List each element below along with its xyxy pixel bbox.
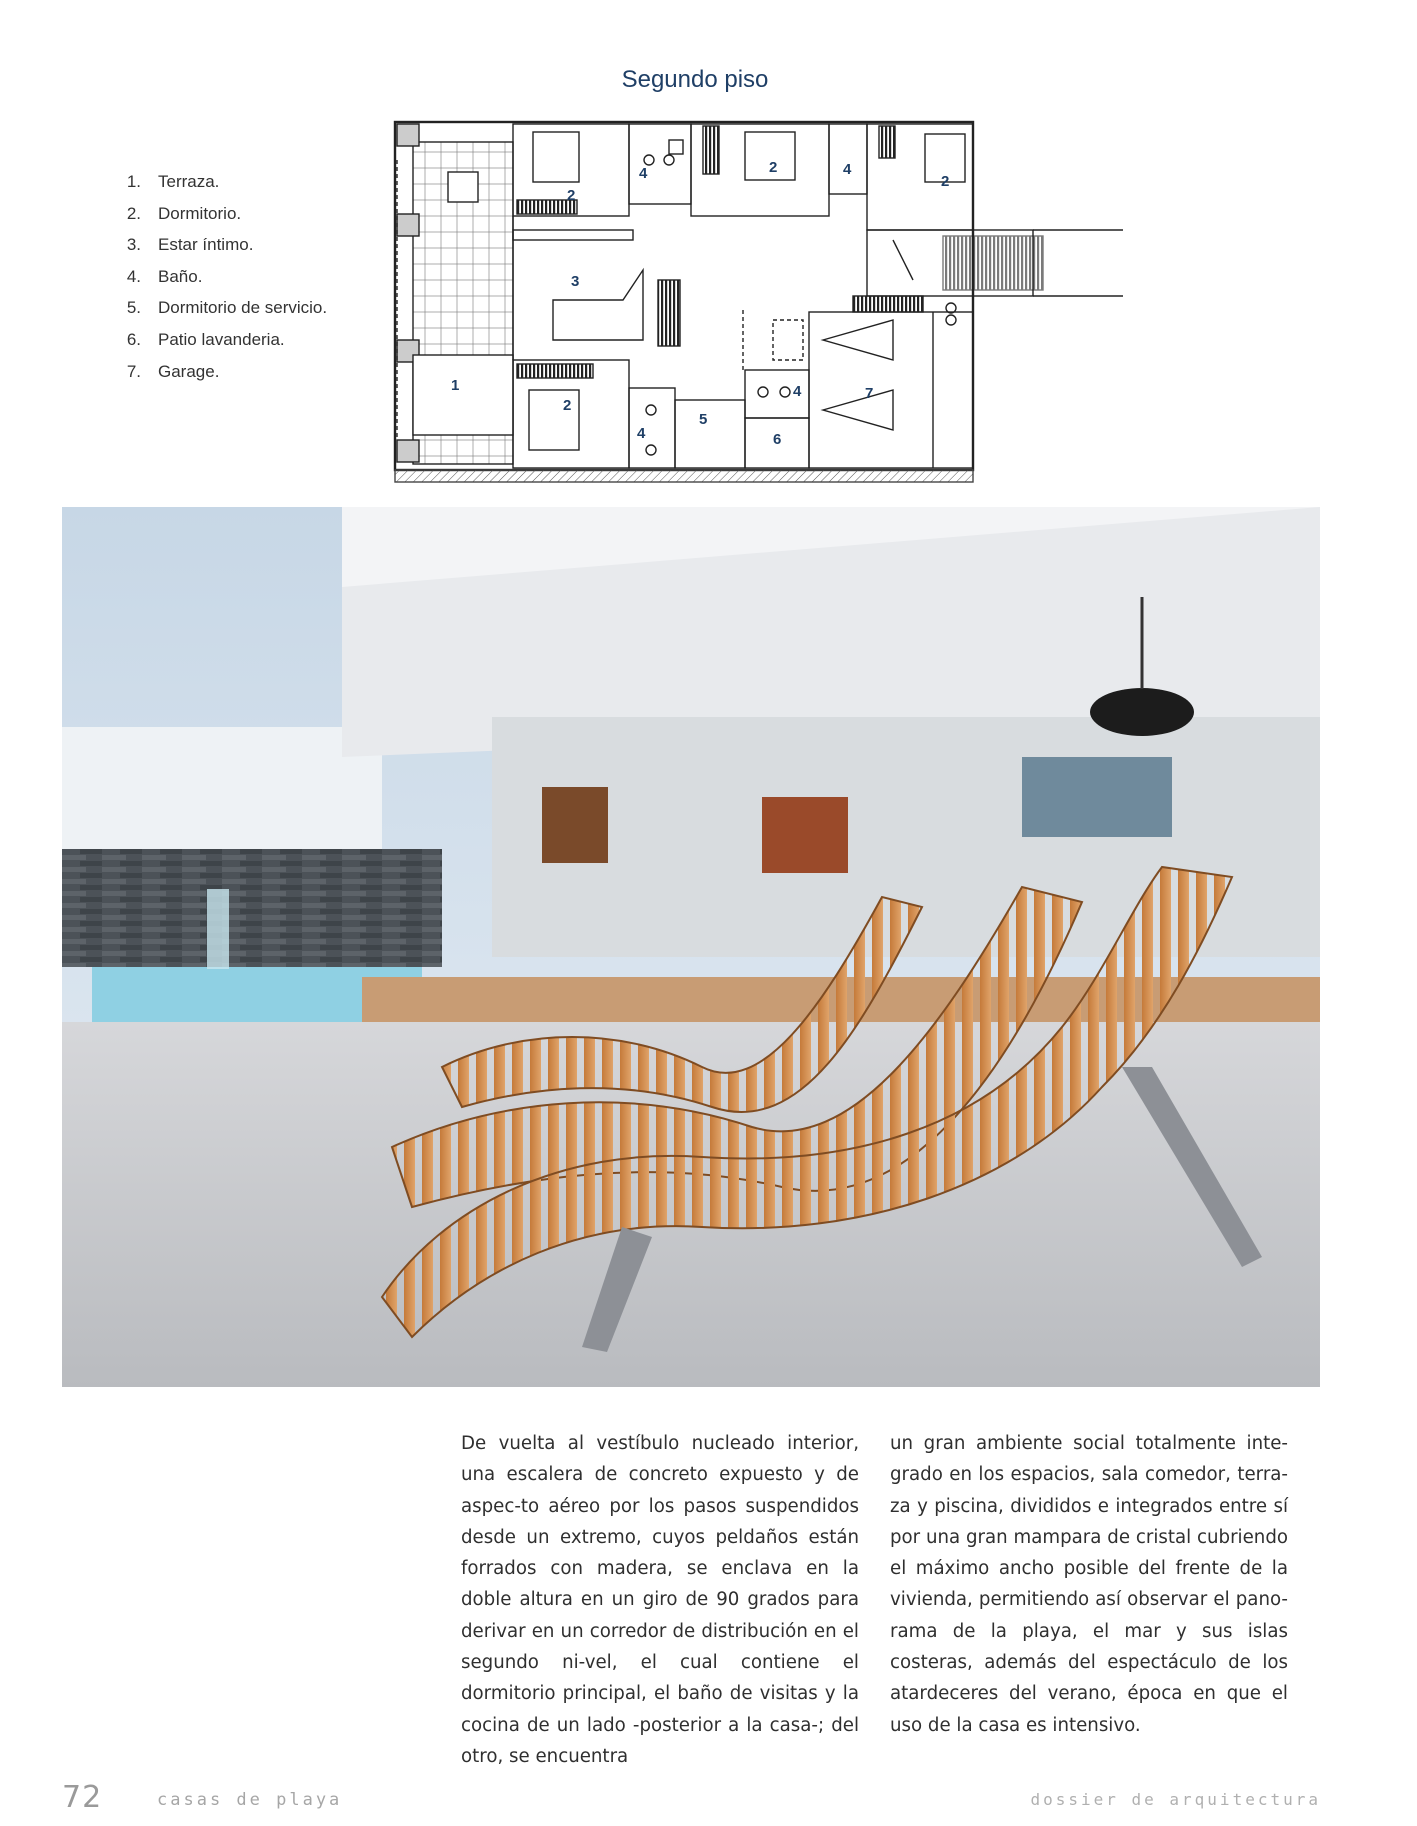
plan-label-terrace: 1 bbox=[451, 377, 460, 394]
plan-legend bbox=[108, 172, 327, 393]
floor-plan bbox=[393, 120, 1135, 486]
stone-wall bbox=[62, 849, 442, 967]
plan-label-bath: 4 bbox=[639, 165, 648, 182]
legend-label: Garage. bbox=[158, 361, 220, 381]
page-number: 72 bbox=[62, 1780, 103, 1815]
bath-bottom-left bbox=[629, 388, 675, 468]
legend-item bbox=[108, 298, 327, 330]
legend-label: Patio lavanderia. bbox=[158, 329, 285, 349]
legend-item bbox=[108, 267, 327, 299]
legend-item bbox=[108, 235, 327, 267]
plan-label-garage: 7 bbox=[865, 385, 874, 402]
plan-label-bedroom: 2 bbox=[941, 173, 950, 190]
plan-label-laundry: 6 bbox=[773, 431, 782, 448]
bath-top-right bbox=[829, 124, 867, 194]
plan-label-bedroom: 2 bbox=[769, 159, 778, 176]
legend-item bbox=[108, 172, 327, 204]
plan-label-bath: 4 bbox=[637, 425, 646, 442]
section-title: casas de playa bbox=[157, 1790, 343, 1810]
plan-label-living: 3 bbox=[571, 273, 580, 290]
legend-label: Baño. bbox=[158, 266, 203, 286]
legend-number: 3. bbox=[126, 235, 141, 255]
plan-label-service: 5 bbox=[699, 411, 708, 428]
legend-item bbox=[108, 330, 327, 362]
legend-label: Terraza. bbox=[158, 172, 220, 191]
plan-label-bath: 4 bbox=[843, 161, 852, 178]
legend-label: Dormitorio. bbox=[158, 203, 242, 223]
legend-number: 4. bbox=[126, 266, 141, 286]
plan-label-bedroom: 2 bbox=[567, 187, 576, 204]
plan-label-bedroom: 2 bbox=[563, 397, 572, 414]
plan-label-bath: 4 bbox=[793, 383, 802, 400]
legend-label: Dormitorio de servicio. bbox=[158, 298, 328, 318]
service-room bbox=[675, 400, 745, 468]
legend-label: Estar íntimo. bbox=[158, 235, 254, 255]
plan-title: Segundo piso bbox=[621, 66, 769, 93]
legend-item bbox=[108, 204, 327, 236]
legend-number: 2. bbox=[126, 203, 141, 223]
plan-base-hatch bbox=[395, 470, 973, 482]
magazine-title: dossier de arquitectura bbox=[1030, 1790, 1321, 1809]
body-column-1: De vuelta al vestíbulo nucleado interior, una escalera de concreto expuesto y de aspec-to aéreo por los pasos suspendidos desde un extremo, cuyos peldaños están forrados con madera, se enclava en la doble altura en un giro de 90 grados para derivar en un corredor de distribución en el segundo ni-vel, el cual contiene el dormitorio principal, el baño de visitas y la cocina de un lado -posterior a la casa-; del otro, se encuentra bbox=[461, 1433, 859, 1767]
legend-number: 6. bbox=[126, 329, 141, 349]
body-column-2: un gran ambiente social totalmente inte-grado en los espacios, sala comedor, terra-za y piscina, divididos e integrados entre sí por una gran mampara de cristal cubriendo el máximo ancho posible del frente de la vivienda, permitiendo así observar el pano-rama de la playa, el mar y sus islas costeras, además del espectáculo de los atardeceres del verano, época en que el uso de la casa es intensivo. bbox=[890, 1433, 1288, 1736]
legend-item bbox=[108, 362, 327, 394]
bath-top-left bbox=[629, 124, 691, 204]
terrace-photo bbox=[62, 507, 1320, 1387]
legend-number: 5. bbox=[126, 298, 141, 318]
legend-number: 7. bbox=[126, 361, 141, 381]
pendant-lamp bbox=[1090, 688, 1194, 736]
legend-number: 1. bbox=[126, 172, 141, 191]
